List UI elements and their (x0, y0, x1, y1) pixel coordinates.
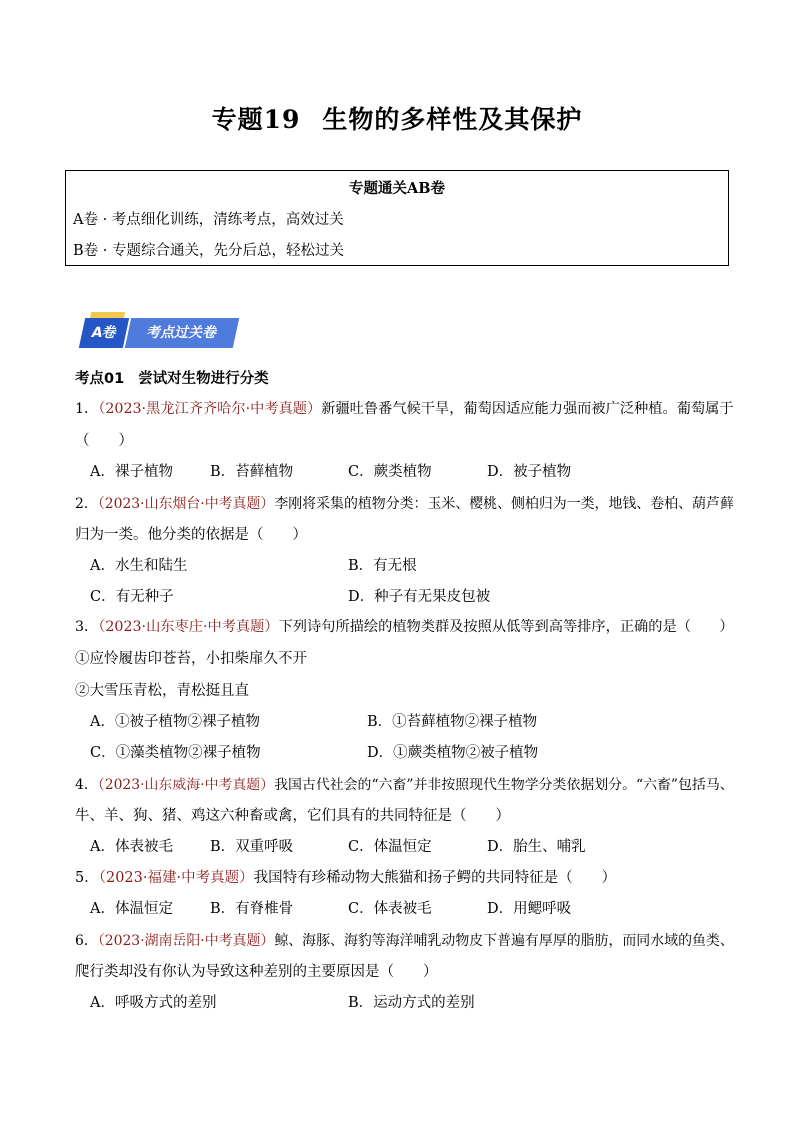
question-stem: 我国古代社会的“六畜”并非按照现代生物学分类依据划分。“六畜”包括马、 (274, 777, 734, 793)
question-stem: 李刚将采集的植物分类：玉米、樱桃、侧柏归为一类，地钱、卷柏、葫芦藓 (274, 496, 734, 512)
section-banner (80, 312, 238, 348)
section-name: 尝试对生物进行分类 (138, 371, 269, 387)
question-6 (75, 929, 734, 949)
option: D．胎生、哺乳 (487, 839, 586, 855)
question-1-cont: （ ） (75, 433, 133, 449)
option: B．运动方式的差别 (348, 995, 475, 1011)
option: B．①苔藓植物②裸子植物 (367, 714, 538, 730)
intro-line-b: B卷 · 专题综合通关，先分后总，轻松过关 (73, 243, 344, 259)
question-stem: 新疆吐鲁番气候干旱，葡萄因适应能力强而被广泛种植。葡萄属于 (321, 401, 734, 417)
question-source: （2023·山东枣庄·中考真题） (98, 619, 279, 635)
option: A．水生和陆生 (90, 558, 188, 574)
question-num: 6． (75, 933, 98, 949)
question-num: 3． (75, 619, 99, 635)
question-num: 2． (75, 496, 98, 512)
option: A．体温恒定 (90, 901, 173, 917)
option: A．体表被毛 (90, 839, 173, 855)
question-2 (75, 492, 734, 512)
question-source: （2023·福建·中考真题） (98, 870, 254, 886)
option: D．用鳃呼吸 (487, 901, 572, 917)
question-2-cont: 归为一类。他分类的依据是（ ） (75, 527, 307, 543)
option: D．①蕨类植物②被子植物 (367, 745, 539, 761)
section-num: 考点01 (75, 371, 125, 387)
question-source: （2023·湖南岳阳·中考真题） (97, 933, 275, 949)
question-source: （2023·山东烟台·中考真题） (97, 496, 275, 512)
option: B．苔藓植物 (210, 464, 294, 480)
option: C．①藻类植物②裸子植物 (90, 745, 261, 761)
intro-line-a: A卷 · 考点细化训练，清练考点，高效过关 (73, 212, 344, 228)
question-num: 1． (75, 401, 99, 417)
question-5 (75, 866, 616, 887)
title-main: 生物的多样性及其保护 (322, 105, 583, 134)
question-num: 4． (75, 777, 98, 793)
option: C．体温恒定 (348, 839, 432, 855)
option: C．有无种子 (90, 589, 174, 605)
option: C．体表被毛 (348, 901, 432, 917)
option: D．被子植物 (487, 464, 572, 480)
title-prefix: 专题19 (211, 105, 301, 134)
question-6-cont: 爬行类却没有你认为导致这种差别的主要原因是（ ） (75, 964, 438, 980)
page-title (0, 100, 794, 136)
question-stem: 我国特有珍稀动物大熊猫和扬子鳄的共同特征是（ ） (253, 870, 617, 886)
question-1 (75, 398, 734, 418)
question-4 (75, 773, 734, 793)
option: D．种子有无果皮包被 (348, 589, 491, 605)
banner-tag: A卷 (79, 318, 129, 348)
option: C．蕨类植物 (348, 464, 432, 480)
option: A．呼吸方式的差别 (90, 995, 217, 1011)
question-stem: 鲸、海豚、海豹等海洋哺乳动物皮下普遍有厚厚的脂肪，而同水域的鱼类、 (274, 933, 734, 949)
question-3 (75, 616, 734, 636)
question-source: （2023·黑龙江齐齐哈尔·中考真题） (98, 401, 322, 417)
option: B．有无根 (348, 558, 417, 574)
option: A．①被子植物②裸子植物 (90, 714, 260, 730)
section-heading (75, 367, 269, 388)
banner-label: 考点过关卷 (125, 318, 239, 348)
question-num: 5． (75, 870, 99, 886)
question-stem: 下列诗句所描绘的植物类群及按照从低等到高等排序，正确的是（ ） (278, 619, 734, 635)
intro-box (65, 170, 729, 266)
poem-line: ②大雪压青松，青松挺且直 (75, 683, 249, 699)
question-4-cont: 牛、羊、狗、猪、鸡这六种畜或禽，它们具有的共同特征是（ ） (75, 808, 510, 824)
option: A．裸子植物 (90, 464, 173, 480)
intro-heading: 专题通关AB卷 (348, 180, 445, 197)
option: B．有脊椎骨 (210, 901, 294, 917)
poem-line: ①应怜履齿印苍苔，小扣柴扉久不开 (75, 651, 307, 667)
option: B．双重呼吸 (210, 839, 294, 855)
question-source: （2023·山东威海·中考真题） (97, 777, 275, 793)
